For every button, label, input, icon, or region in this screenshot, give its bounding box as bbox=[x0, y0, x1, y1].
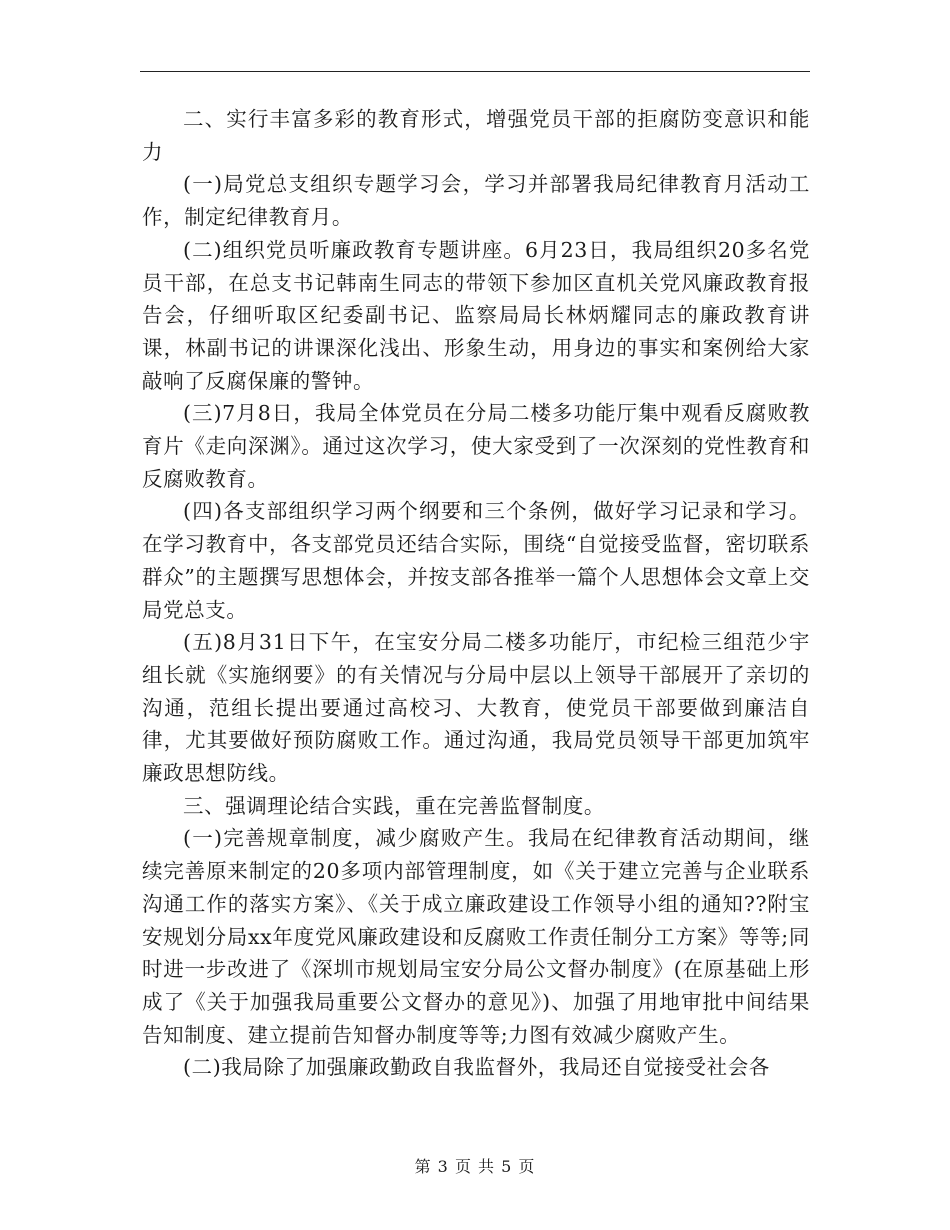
paragraph-item-3: (三)7月8日，我局全体党员在分局二楼多功能厅集中观看反腐败教育片《走向深渊》。通过这次学习，使大家受到了一次深刻的党性教育和反腐败教育。 bbox=[142, 401, 810, 491]
paragraph-section-2-heading: 二、实行丰富多彩的教育形式，增强党员干部的拒腐防变意识和能力 bbox=[142, 107, 810, 164]
paragraph-section-3-heading: 三、强调理论结合实践，重在完善监督制度。 bbox=[183, 793, 605, 818]
header-rule bbox=[140, 71, 810, 72]
paragraph-item-5: (五)8月31日下午，在宝安分局二楼多功能厅，市纪检三组范少宇组长就《实施纲要》的有关情况与分局中层以上领导干部展开了亲切的沟通，范组长提出要通过高校习、大教育，使党员干部要做到廉洁自律，尤其要做好预防腐败工作。通过沟通，我局党员领导干部更加筑牢廉政思想防线。 bbox=[142, 630, 810, 786]
paragraph-item-4: (四)各支部组织学习两个纲要和三个条例，做好学习记录和学习。在学习教育中，各支部党员还结合实际，围绕“自觉接受监督，密切联系群众”的主题撰写思想体会，并按支部各推举一篇个人思想体会文章上交局党总支。 bbox=[142, 499, 810, 622]
paragraph-section-3-item-1: (一)完善规章制度，减少腐败产生。我局在纪律教育活动期间，继续完善原来制定的20多项内部管理制度，如《关于建立完善与企业联系沟通工作的落实方案》、《关于成立廉政建设工作领导小组的通知??附宝安规划分局xx年度党风廉政建设和反腐败工作责任制分工方案》等等;同时进一步改进了《深圳市规划局宝安分局公文督办制度》(在原基础上形成了《关于加强我局重要公文督办的意见》)、加强了用地审批中间结果告知制度、建立提前告知督办制度等等;力图有效减少腐败产生。 bbox=[142, 826, 810, 1047]
paragraph-section-3-item-2: (二)我局除了加强廉政勤政自我监督外，我局还自觉接受社会各 bbox=[183, 1055, 770, 1080]
page-number-footer: 第 3 页 共 5 页 bbox=[414, 1157, 536, 1176]
paragraph-item-1: (一)局党总支组织专题学习会，学习并部署我局纪律教育月活动工作，制定纪律教育月。 bbox=[142, 172, 810, 230]
paragraph-item-2: (二)组织党员听廉政教育专题讲座。6月23日，我局组织20多名党员干部，在总支书记韩南生同志的带领下参加区直机关党风廉政教育报告会，仔细听取区纪委副书记、监察局局长林炳耀同志的廉政教育讲课，林副书记的讲课深化浅出、形象生动，用身边的事实和案例给大家敲响了反腐保廉的警钟。 bbox=[142, 237, 810, 393]
document-body bbox=[142, 103, 810, 1084]
